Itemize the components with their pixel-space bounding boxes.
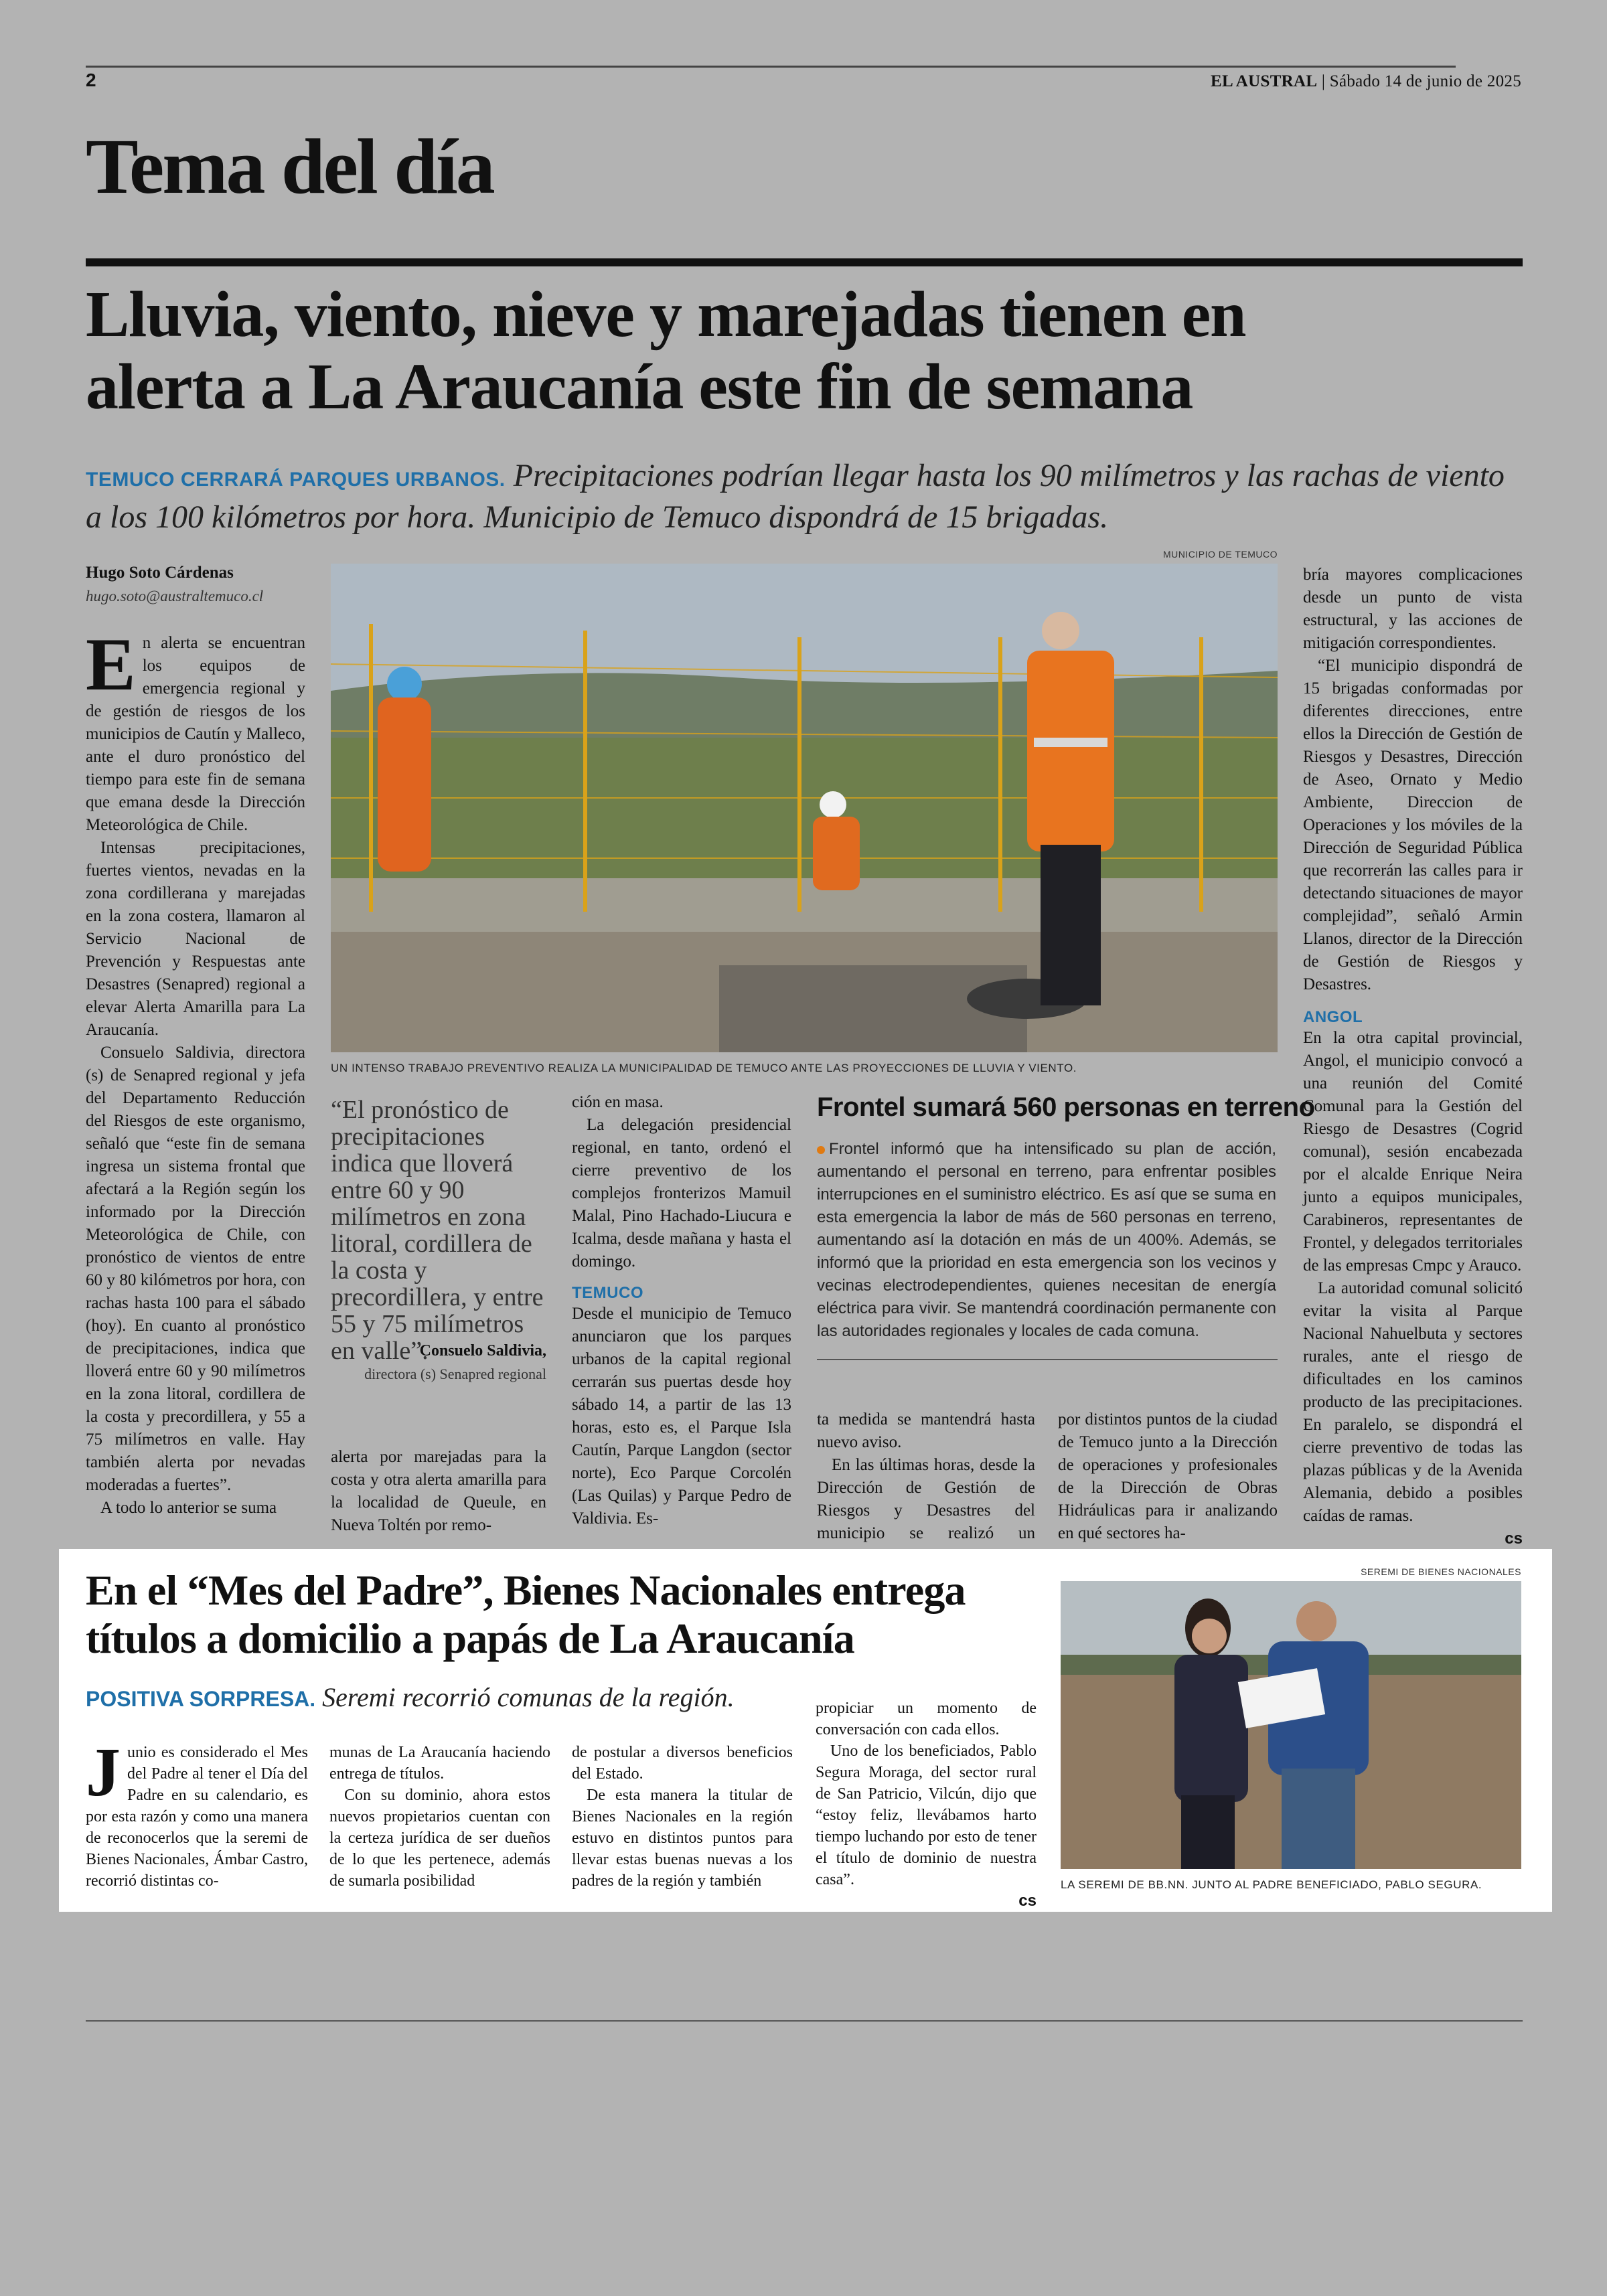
second-col-2	[329, 1742, 550, 1892]
col3-paragraph-1: ción en masa.	[572, 1093, 664, 1111]
pull-quote: “El pronóstico de precipitaciones indica que lloverá entre 60 y 90 milímetros en zona litoral, cordillera de la costa y precordillera, y entre 55 y 75 milímetros en valle”.	[331, 1096, 544, 1365]
workers-fence-illustration	[331, 564, 1278, 1052]
sidebar-body-text: Frontel informó que ha intensificado su plan de acción, aumentando el personal en terreno, para enfrentar posibles interrupciones en el suministro eléctrico. Es así que se suma en esta emergencia la labor de más de 560 personas en terreno, aumentando así la dotación en más de un 400%. Además, se informó que la prioridad en esta emergencia son los vecinos y vecinas electrodependientes, quienes necesitan de energía eléctrica para vivir. Se mantendrá coordinación permanente con las autoridades regionales y locales de cada comuna.	[817, 1140, 1276, 1340]
main-col-5	[1058, 1408, 1278, 1545]
second-deck	[86, 1682, 735, 1713]
second-photo	[1061, 1581, 1521, 1869]
second-end-mark	[816, 1890, 1037, 1912]
photo-caption: UN INTENSO TRABAJO PREVENTIVO REALIZA LA MUNICIPALIDAD DE TEMUCO ANTE LAS PROYECCIONES DE LLUVIA Y VIENTO.	[331, 1062, 1077, 1074]
top-rule	[86, 66, 1456, 68]
section-rule	[86, 258, 1523, 266]
second-headline-line-1: En el “Mes del Padre”, Bienes Nacionales entrega	[86, 1566, 966, 1614]
col5-text: por distintos puntos de la ciudad de Temuco junto a la Dirección de operaciones y profesionales de la Dirección de Obras Hidráulicas para ir analizando en qué sectores ha-	[1058, 1410, 1278, 1542]
col6-paragraph-2: “El municipio dispondrá de 15 brigadas conformadas por diferentes direcciones, entre ellos la Dirección de Gestión de Riesgos y Desastres, Dirección de Aseo, Ornato y Medio Ambiente, Direccion de Operaciones y los móviles de la Dirección de Seguridad Pública que recorrerán las calles para ir detectando situaciones de mayor complejidad”, señaló Armin Llanos, director de la Dirección de Gestión de Riesgos y Desastres.	[1303, 657, 1523, 993]
second-photo-credit: SEREMI DE BIENES NACIONALES	[1361, 1566, 1521, 1577]
end-mark-glyph: cs	[1505, 1530, 1523, 1548]
quote-role: directora (s) Senapred regional	[364, 1366, 546, 1382]
photo-credit: MUNICIPIO DE TEMUCO	[1162, 549, 1278, 560]
second-col2-text: munas de La Araucanía haciendo entrega de títulos.	[329, 1744, 550, 1783]
seremi-and-father-illustration	[1061, 1581, 1521, 1869]
col4-text: ta medida se mantendrá hasta nuevo aviso.	[817, 1410, 1035, 1451]
col3-subhead: TEMUCO	[572, 1284, 643, 1302]
second-headline-line-2: títulos a domicilio a papás de La Araucanía	[86, 1615, 854, 1662]
page-number: 2	[86, 70, 96, 90]
bullet-icon	[817, 1146, 825, 1154]
quote-author: Consuelo Saldivia,	[419, 1342, 546, 1360]
second-col-1	[86, 1734, 308, 1892]
col1-paragraph-1: n alerta se encuentran los equipos de emergencia regional y de gestión de riesgos de los municipios de Cautín y Malleco, ante el duro pronóstico del tiempo para este fin de semana que emana desde la Dirección Meteorológica de Chile.	[86, 634, 305, 834]
end-mark	[1303, 1528, 1523, 1550]
bottom-rule	[86, 2020, 1523, 2022]
second-col-3	[572, 1742, 793, 1892]
col1-paragraph-3: Consuelo Saldivia, directora (s) de Senapred regional y jefa del Departamento Reducción del Riesgos de este organismo, señaló que “este fin de semana ingresa un sistema frontal que afectará a la Región según los informado por la Dirección Meteorológica de Chile, con pronóstico de vientos de entre 60 y 80 kilómetros por hora, con rachas hasta 100 para el sábado (hoy). En cuanto al pronóstico de precipitaciones, indica que lloverá entre 60 y 90 milímetros en la zona litoral, cordillera de la costa y precordillera, y 55 a 75 milímetros en valle. Hay también alerta por nevadas moderadas a fuertes”.	[86, 1044, 305, 1494]
second-col4-text: propiciar un momento de conversación con cada ellos.	[816, 1700, 1037, 1738]
col4-paragraph-2: En las últimas horas, desde la Dirección de Gestión de Riesgos y Desastres del municipio se realizó un	[817, 1456, 1035, 1542]
col1-paragraph-4: A todo lo anterior se suma	[100, 1499, 277, 1517]
second-photo-caption: LA SEREMI DE BB.NN. JUNTO AL PADRE BENEFICIADO, PABLO SEGURA.	[1061, 1878, 1482, 1891]
main-deck	[86, 455, 1519, 538]
second-col3-text: de postular a diversos beneficios del Estado.	[572, 1744, 793, 1783]
dropcap-2: J	[86, 1734, 121, 1811]
main-col-2-bottom	[331, 1446, 546, 1537]
second-headline	[86, 1566, 1037, 1663]
col6-paragraph-4: La autoridad comunal solicitó evitar la visita al Parque Nacional Nahuelbuta y sectores rurales, ante el riesgo de dificultades en los caminos producto de las precipitaciones. En paralelo, se dispondrá el cierre preventivo de todas las plazas públicas y de la Avenida Alemania, debido a posibles caídas de ramas.	[1303, 1279, 1523, 1525]
headline-line-2: alerta a La Araucanía este fin de semana	[86, 351, 1193, 423]
sidebar-bottom-rule	[817, 1359, 1278, 1360]
sidebar-body	[817, 1138, 1276, 1343]
second-col-4	[816, 1698, 1037, 1912]
publication-date: Sábado 14 de junio de 2025	[1329, 72, 1521, 90]
main-headline	[86, 278, 1532, 423]
headline-line-1: Lluvia, viento, nieve y marejadas tienen en	[86, 278, 1246, 351]
main-col-6	[1303, 564, 1523, 1550]
col3-paragraph-2: La delegación presidencial regional, en tanto, ordenó el cierre preventivo de los complejos fronterizos Mamuil Malal, Pino Hachado-Liucura e Icalma, desde mañana y hasta el domingo.	[572, 1116, 791, 1270]
main-photo	[331, 564, 1278, 1052]
author-email: hugo.soto@australtemuco.cl	[86, 588, 264, 604]
col6-paragraph-3: En la otra capital provincial, Angol, el municipio convocó a una reunión del Comité Comunal para la Gestión del Riesgo de Desastres (Cogrid comunal), sesión encabezada por el alcalde Enrique Neira junto a equipos municipales, Carabineros, representantes de Frontel, y delegados territoriales de las empresas Cmpc y Arauco.	[1303, 1029, 1523, 1275]
second-end-mark-glyph: cs	[1018, 1892, 1037, 1910]
second-kicker: POSITIVA SORPRESA.	[86, 1687, 316, 1711]
masthead: EL AUSTRAL | Sábado 14 de junio de 2025	[1211, 72, 1521, 90]
col2-bottom-text: alerta por marejadas para la costa y otra alerta amarilla para la localidad de Queule, en Nueva Toltén por remo-	[331, 1448, 546, 1534]
main-col-4	[817, 1408, 1035, 1568]
main-col-3	[572, 1091, 791, 1530]
sidebar-title: Frontel sumará 560 personas en terreno	[817, 1092, 1315, 1122]
publication-name: EL AUSTRAL	[1211, 72, 1318, 90]
col6-subhead: ANGOL	[1303, 1008, 1363, 1026]
second-col4-paragraph-2: Uno de los beneficiados, Pablo Segura Moraga, del sector rural de San Patricio, Vilcún, dijo que “estoy feliz, llevábamos harto tiempo luchando por esto de tener el título de dominio de nuestra casa”.	[816, 1742, 1037, 1888]
col1-paragraph-2: Intensas precipitaciones, fuertes vientos, nevadas en la zona cordillerana y marejadas en la zona costera, llamaron al Servicio Nacional de Prevención y Respuestas ante Desastres (Senapred) regional a elevar Alerta Amarilla para La Araucanía.	[86, 839, 305, 1039]
col6-paragraph-1: bría mayores complicaciones desde un punto de vista estructural, y las acciones de mitigación correspondientes.	[1303, 566, 1523, 652]
second-deck-text: Seremi recorrió comunas de la región.	[322, 1682, 735, 1712]
col3-paragraph-3: Desde el municipio de Temuco anunciaron que los parques urbanos de la capital regional cerrarán sus puertas desde hoy sábado 14, a partir de las 13 horas, esto es, el Parque Isla Cautín, Parque Langdon (sector norte), Eco Parque Corcolén (Las Quilas) y Parque Pedro de Valdivia. Es-	[572, 1305, 791, 1528]
main-kicker: TEMUCO CERRARÁ PARQUES URBANOS.	[86, 469, 506, 491]
main-col-1	[86, 623, 305, 1520]
second-col1-text: unio es considerado el Mes del Padre al tener el Día del Padre en su calendario, es por esta razón y como una manera de reconocerlos que la seremi de Bienes Nacionales, Ámbar Castro, recorrió distintas co-	[86, 1744, 308, 1890]
second-col2-paragraph-2: Con su dominio, ahora estos nuevos propietarios cuentan con la certeza jurídica de ser dueños de lo que les pertenece, además de sumarla posibilidad	[329, 1787, 550, 1890]
author-name: Hugo Soto Cárdenas	[86, 564, 234, 582]
main-deck-text: Precipitaciones podrían llegar hasta los 90 milímetros y las rachas de viento a los 100 kilómetros por hora. Municipio de Temuco dispondrá de 15 brigadas.	[86, 458, 1505, 535]
dropcap: E	[86, 623, 136, 706]
second-col3-paragraph-2: De esta manera la titular de Bienes Nacionales en la región estuvo en distintos puntos para llevar estas buenas nuevas a los padres de la región y también	[572, 1787, 793, 1890]
section-title: Tema del día	[86, 122, 493, 210]
